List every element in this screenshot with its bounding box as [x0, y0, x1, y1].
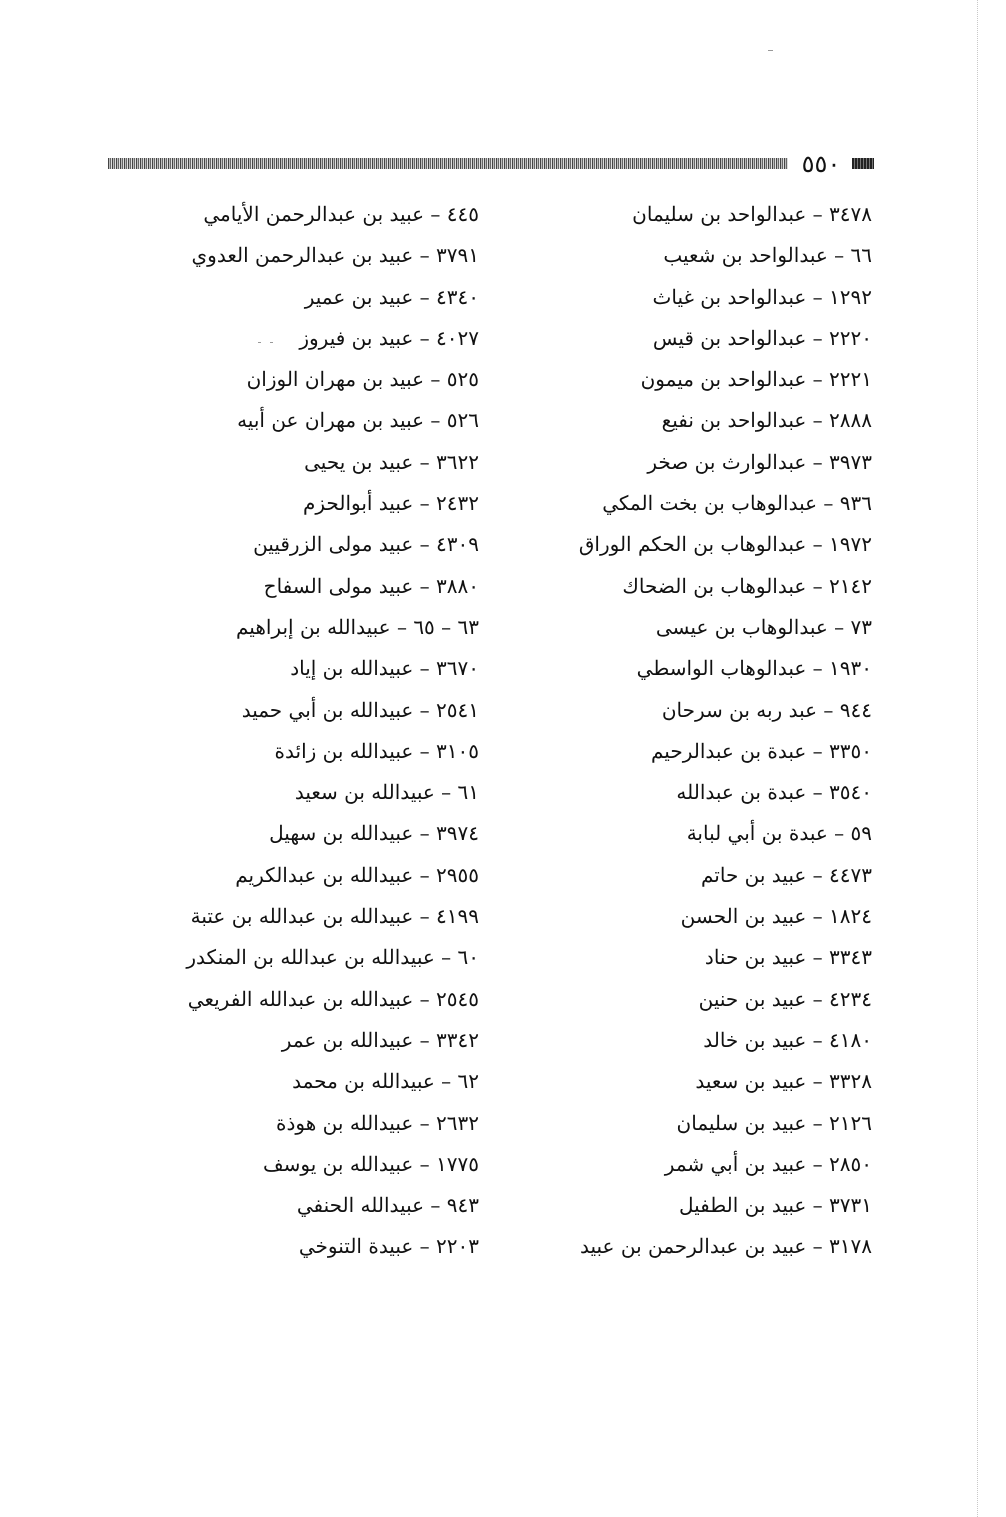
index-entry: ٢٢٠٣ – عبيدة التنوخي [298, 1234, 479, 1259]
index-entry: ٦١ – عبيدالله بن سعيد [294, 780, 479, 805]
header-rule [108, 158, 788, 169]
index-entry: ٦٣ – ٦٥ – عبيدالله بن إبراهيم [235, 614, 479, 639]
index-entry: ٤٣٠٩ – عبيد مولى الزرقيين [253, 532, 479, 557]
header-rule-end [852, 158, 874, 169]
index-entry: ٢١٤٢ – عبدالوهاب بن الضحاك [622, 573, 872, 598]
index-entry: ٣٣٥٠ – عبدة بن عبدالرحيم [651, 738, 872, 763]
index-entry: ١٩٣٠ – عبدالوهاب الواسطي [636, 656, 872, 681]
index-entry: ٢٢٢١ – عبدالواحد بن ميمون [640, 367, 872, 392]
index-entry: ٣١٠٥ – عبيدالله بن زائدة [274, 738, 479, 763]
index-entry: ٤٤٥ – عبيد بن عبدالرحمن الأيامي [203, 202, 479, 226]
index-entry: ٢٥٤١ – عبيدالله بن أبي حميد [241, 697, 479, 722]
index-entry: ٦٢ – عبيدالله بن محمد [292, 1069, 479, 1094]
index-entry: ٣٧٩١ – عبيد بن عبدالرحمن العدوي [191, 243, 479, 268]
index-column-right [552, 194, 872, 1268]
index-entry: ١٨٢٤ – عبيد بن الحسن [680, 904, 872, 929]
index-entry: ٢٨٥٠ – عبيد بن أبي شمر [664, 1151, 872, 1176]
index-entry: ٣٩٧٤ – عبيدالله بن سهيل [269, 821, 479, 846]
index-entry: ٣٨٨٠ – عبيد مولى السفاح [263, 573, 479, 598]
index-entry: ٢٦٣٢ – عبيدالله بن هوذة [276, 1110, 479, 1135]
index-entry: ٣٦٧٠ – عبيدالله بن إياد [290, 656, 479, 681]
index-entry: ٣٧٣١ – عبيد بن الطفيل [678, 1193, 872, 1218]
index-entry: ٤٤٧٣ – عبيد بن حاتم [700, 862, 872, 887]
index-entry: ٢٤٣٢ – عبيد أبوالحزم [303, 491, 479, 516]
index-entry: ٩٣٦ – عبدالوهاب بن بخت المكي [602, 491, 872, 516]
index-entry: ٣٤٧٨ – عبدالواحد بن سليمان [632, 202, 872, 226]
page-header [108, 150, 874, 178]
index-entry: ٢٩٥٥ – عبيدالله بن عبدالكريم [235, 862, 479, 887]
index-entry: ٦٦ – عبدالواحد بن شعيب [663, 243, 872, 268]
scan-speck [768, 50, 773, 51]
index-entry: ٥٢٥ – عبيد بن مهران الوزان [246, 367, 479, 392]
index-entry: ٣٩٧٣ – عبدالوارث بن صخر [647, 449, 872, 474]
index-entry: ٢٨٨٨ – عبدالواحد بن نفيع [661, 408, 872, 433]
index-entry: ٣٣٤٢ – عبيدالله بن عمر [281, 1027, 479, 1052]
index-entry: ٤٣٤٠ – عبيد بن عمير [304, 284, 479, 309]
index-entry: ٧٣ – عبدالوهاب بن عيسى [655, 614, 872, 639]
index-entry: ٣٥٤٠ – عبدة بن عبدالله [676, 780, 872, 805]
index-entry: ١٢٩٢ – عبدالواحد بن غياث [652, 284, 872, 309]
index-entry: ٣١٧٨ – عبيد بن عبدالرحمن بن عبيد [579, 1234, 872, 1259]
index-entry: ٣٣٢٨ – عبيد بن سعيد [695, 1069, 872, 1094]
index-entry: ١٧٧٥ – عبيدالله بن يوسف [262, 1151, 479, 1176]
index-entry: ٢٢٢٠ – عبدالواحد بن قيس [652, 325, 872, 350]
index-entry: ٤١٩٩ – عبيدالله بن عبدالله بن عتبة [190, 904, 479, 929]
index-entry: ٤٠٢٧ – عبيد بن فيروز [299, 325, 479, 350]
index-entry: ٤٢٣٤ – عبيد بن حنين [698, 986, 872, 1011]
index-entry: ٥٢٦ – عبيد بن مهران عن أبيه [237, 408, 479, 433]
index-entry: ١٩٧٢ – عبدالوهاب بن الحكم الوراق [578, 532, 872, 557]
index-entry: ٣٦٢٢ – عبيد بن يحيى [304, 449, 479, 474]
index-entry: ٦٠ – عبيدالله بن عبدالله بن المنكدر [186, 945, 479, 970]
index-entry: ٥٩ – عبدة بن أبي لبابة [686, 821, 872, 846]
index-entry: ٣٣٤٣ – عبيد بن حناد [704, 945, 872, 970]
index-column-left [159, 194, 479, 1268]
index-entry: ٩٤٣ – عبيدالله الحنفي [296, 1193, 479, 1218]
index-entry: ٤١٨٠ – عبيد بن خالد [703, 1027, 872, 1052]
index-entry: ٢٥٤٥ – عبيدالله بن عبدالله الفريعي [187, 986, 479, 1011]
index-entry: ٩٤٤ – عبد ربه بن سرحان [661, 697, 872, 722]
page-edge-line [977, 0, 978, 1517]
index-entry: ٢١٢٦ – عبيد بن سليمان [676, 1110, 872, 1135]
page-number: ٥٥٠ [801, 150, 841, 178]
